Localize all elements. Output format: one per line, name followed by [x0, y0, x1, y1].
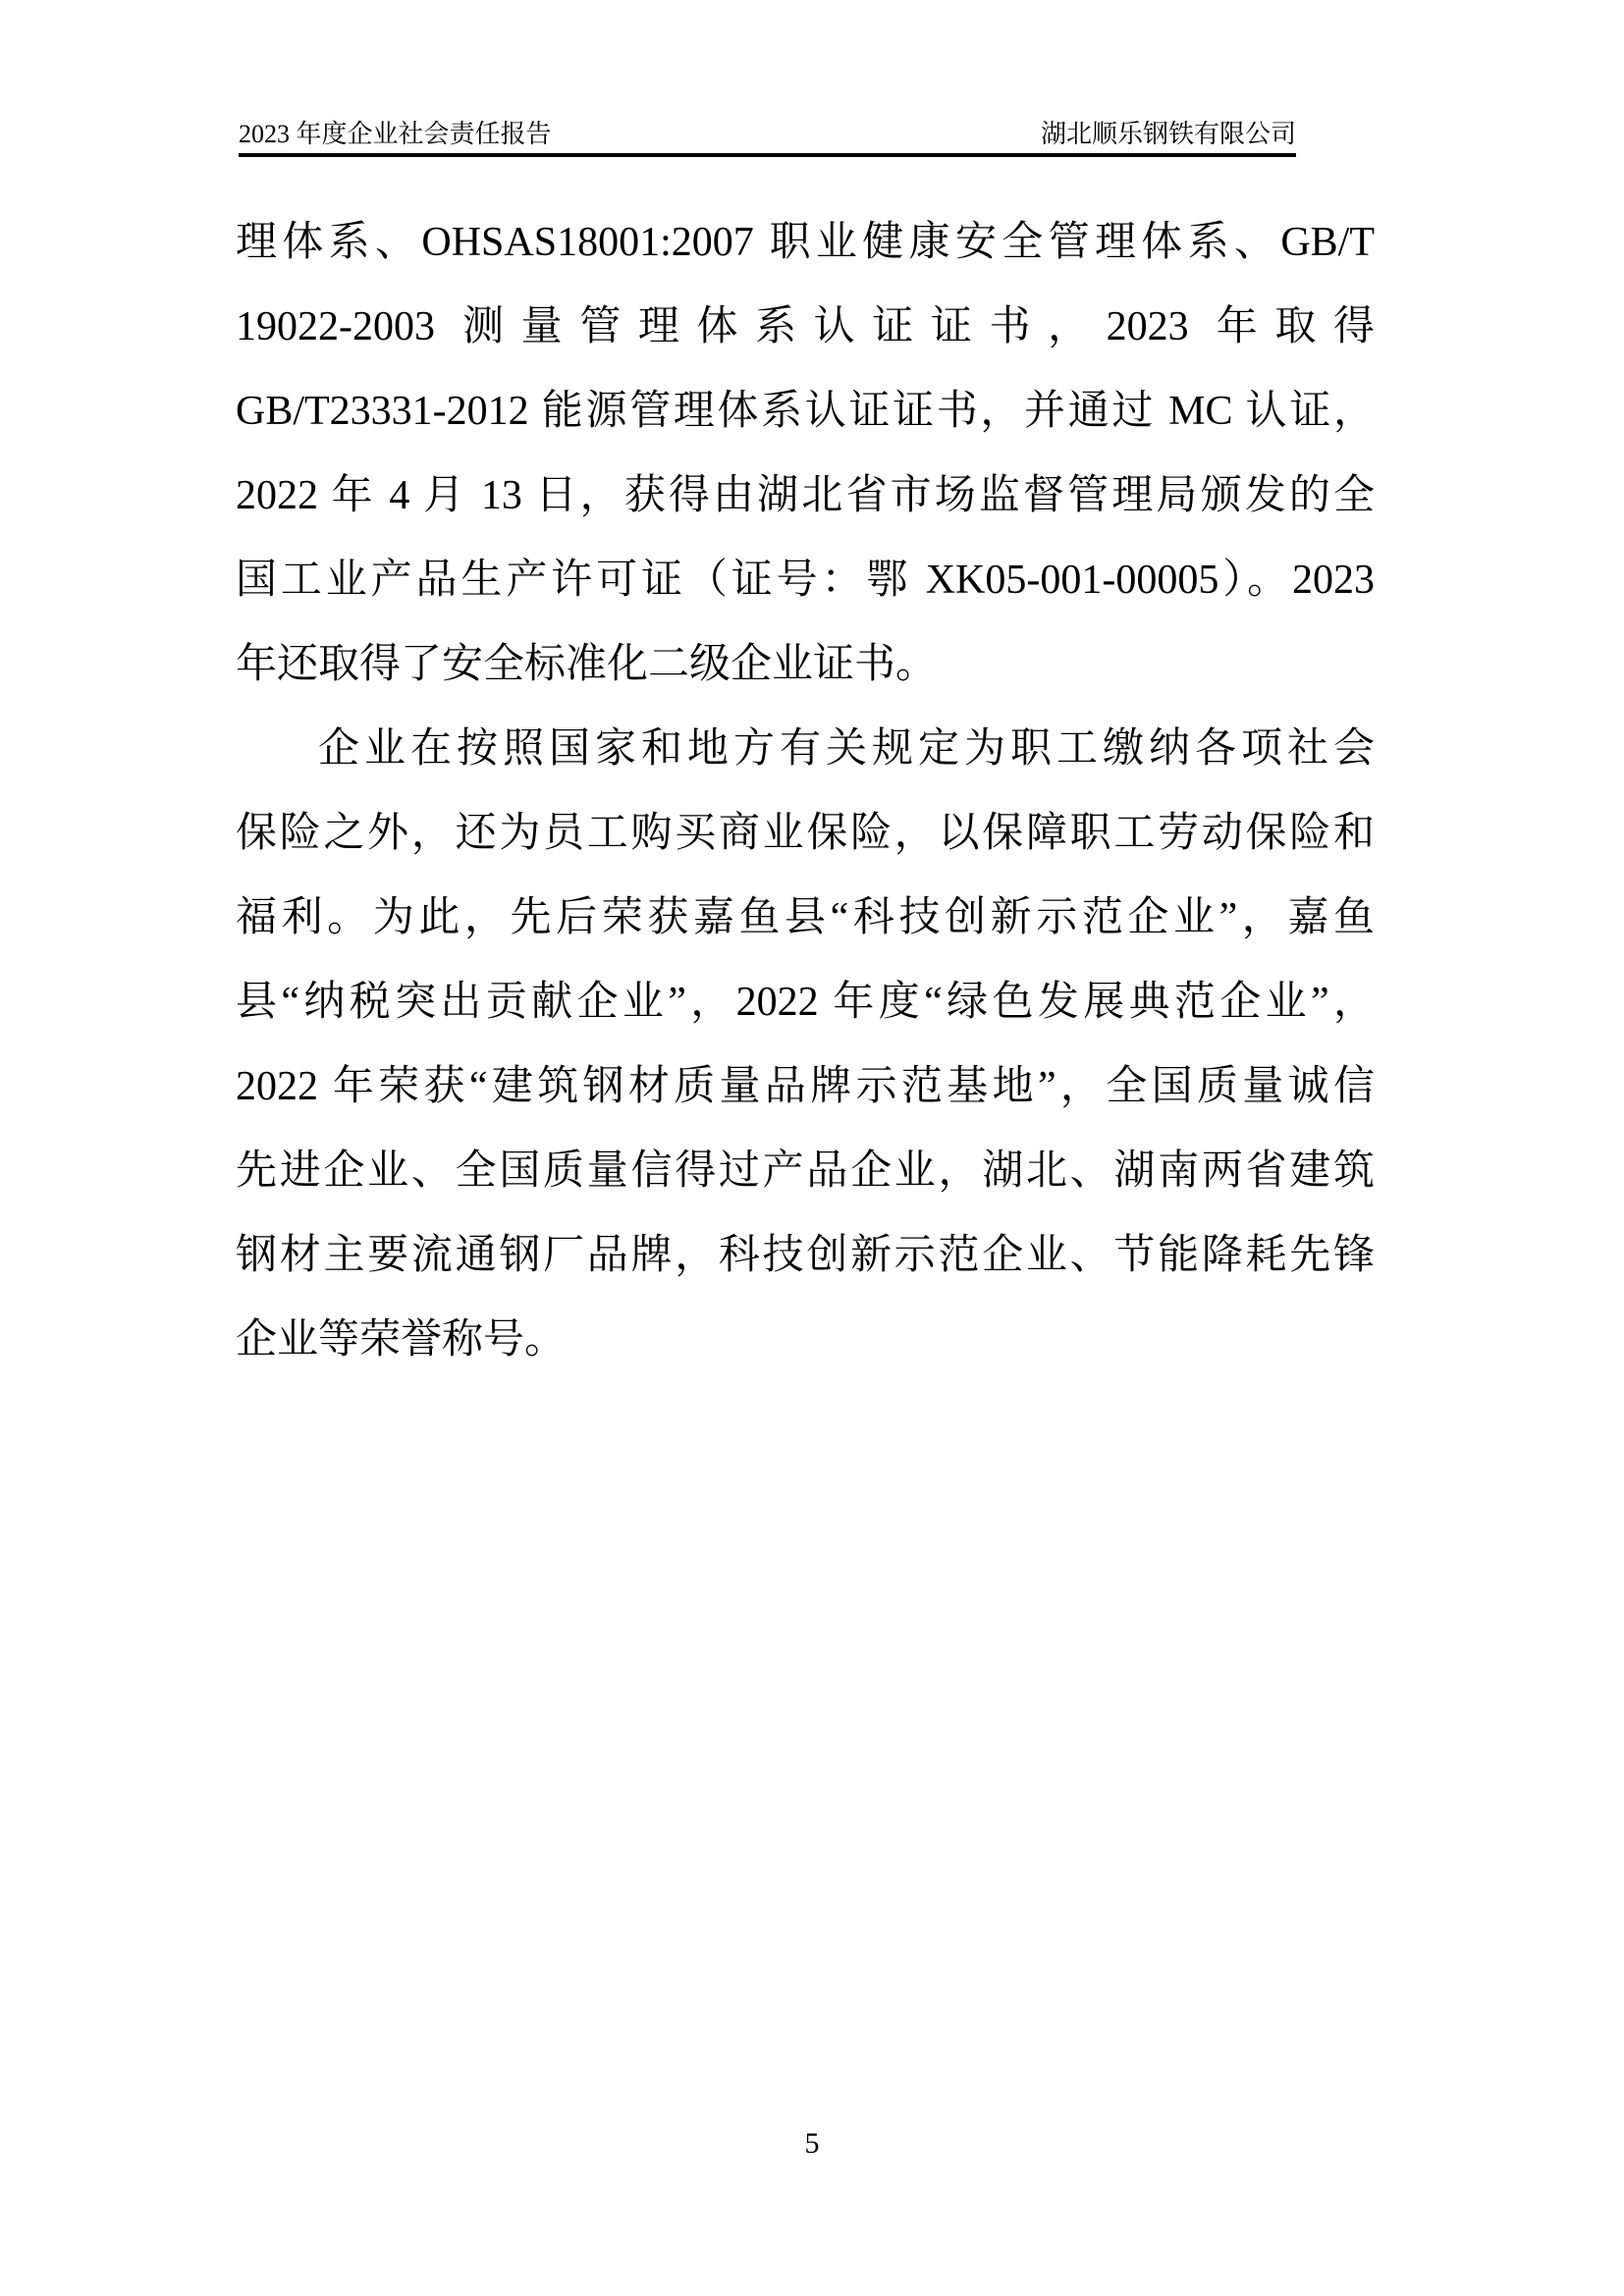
body-text-line: 2022 年荣获“建筑钢材质量品牌示范基地”，全国质量诚信	[236, 1064, 1375, 1109]
page-footer	[0, 2126, 1624, 2162]
body-text-line: 企业等荣誉称号。	[236, 1317, 567, 1362]
paragraph-continuation	[236, 200, 1375, 707]
page-number: 5	[804, 2127, 820, 2160]
body-text-line: 先进企业、全国质量信得过产品企业，湖北、湖南两省建筑	[236, 1148, 1375, 1194]
body-text-line: 福利。为此，先后荣获嘉鱼县“科技创新示范企业”，嘉鱼	[236, 895, 1375, 940]
body-text-line: 2022 年 4 月 13 日，获得由湖北省市场监督管理局颁发的全	[236, 473, 1375, 518]
document-body	[236, 200, 1375, 1382]
body-text-line: 企业在按照国家和地方有关规定为职工缴纳各项社会	[318, 726, 1375, 772]
page-header	[239, 119, 1296, 157]
header-report-title: 2023 年度企业社会责任报告	[239, 120, 552, 148]
body-text-line: 年还取得了安全标准化二级企业证书。	[236, 642, 938, 687]
header-company-name: 湖北顺乐钢铁有限公司	[1040, 120, 1296, 148]
body-text-line: 县“纳税突出贡献企业”，2022 年度“绿色发展典范企业”，	[236, 980, 1375, 1025]
body-text-line: GB/T23331-2012 能源管理体系认证证书，并通过 MC 认证，	[236, 389, 1375, 434]
body-text-line: 钢材主要流通钢厂品牌，科技创新示范企业、节能降耗先锋	[236, 1233, 1375, 1278]
body-text-line: 理体系、OHSAS18001:2007 职业健康安全管理体系、GB/T	[236, 220, 1375, 265]
body-text-line: 19022-2003 测量管理体系认证证书，2023 年取得	[236, 304, 1375, 349]
body-text-line: 保险之外，还为员工购买商业保险，以保障职工劳动保险和	[236, 811, 1375, 856]
paragraph	[236, 707, 1375, 1382]
body-text-line: 国工业产品生产许可证（证号：鄂 XK05-001-00005）。2023	[236, 558, 1375, 603]
